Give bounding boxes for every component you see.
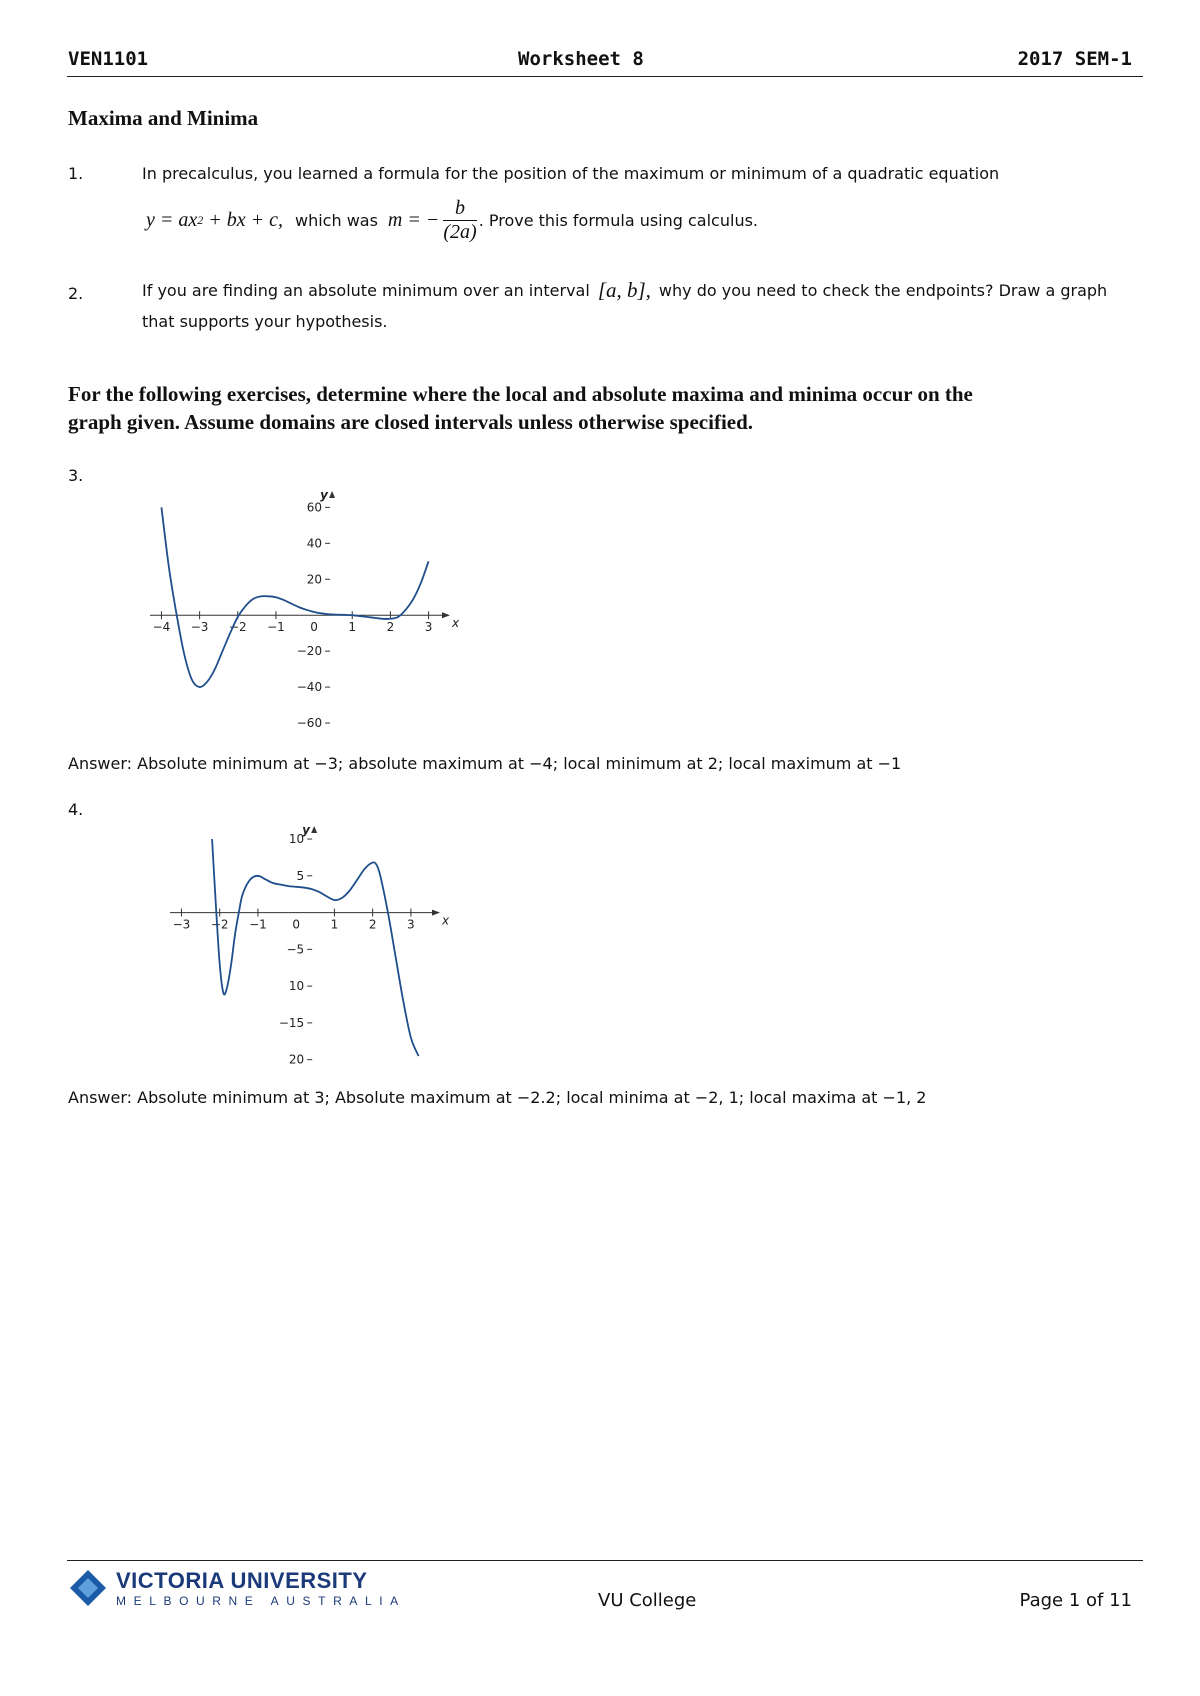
instructions-line2: graph given. Assume domains are closed intervals unless otherwise specified. <box>68 410 754 434</box>
q1-fraction <box>443 197 476 244</box>
y-tick-label: −40 <box>296 680 323 695</box>
q1-line1: In precalculus, you learned a formula for the position of the maximum or minimum of a quadratic equation <box>142 164 1000 183</box>
q3-number: 3. <box>68 466 84 485</box>
section-title: Maxima and Minima <box>68 106 259 130</box>
q1-m-eq: m = − <box>387 208 440 231</box>
x-tick-label: 0 <box>292 917 300 932</box>
x-tick-label: 2 <box>368 917 377 932</box>
logo-main-text: VICTORIA UNIVERSITY <box>116 1568 368 1593</box>
y-tick-label: 20 <box>288 1052 305 1067</box>
instructions-line1: For the following exercises, determine where the local and absolute maxima and minima occur on the <box>68 382 973 406</box>
y-tick-label: 10 <box>288 832 305 847</box>
course-code: VEN1101 <box>68 48 149 70</box>
logo-sub-text: MELBOURNE AUSTRALIA <box>116 1594 406 1608</box>
y-axis-label: y <box>320 488 328 502</box>
q2-text-a: If you are finding an absolute minimum over an interval <box>142 281 590 300</box>
q1-eq-sup: 2 <box>197 212 204 227</box>
x-tick-label: −1 <box>249 917 267 932</box>
y-tick-label: 60 <box>306 500 323 515</box>
q2-line2: that supports your hypothesis. <box>142 312 388 331</box>
y-tick-label: −15 <box>278 1015 305 1030</box>
x-axis-label: x <box>452 616 460 631</box>
x-axis-arrow-icon <box>442 612 450 618</box>
y-tick-label: 40 <box>306 536 323 551</box>
x-tick-label: 2 <box>386 620 395 635</box>
header-rule <box>67 76 1143 77</box>
x-tick-label: 1 <box>330 917 339 932</box>
x-tick-label: 3 <box>407 917 415 932</box>
worksheet-title: Worksheet 8 <box>518 48 644 70</box>
q2-text-b: why do you need to check the endpoints? Draw a graph <box>658 281 1108 300</box>
series-line <box>161 507 428 687</box>
x-tick-label: −1 <box>267 620 285 635</box>
x-tick-label: 1 <box>348 620 357 635</box>
q1-after: . Prove this formula using calculus. <box>478 210 758 230</box>
page-number: Page 1 of 11 <box>1019 1590 1132 1611</box>
y-tick-label: 10 <box>288 979 305 994</box>
q1-number: 1. <box>68 164 84 183</box>
x-axis-arrow-icon <box>432 910 440 916</box>
q1-eq-rest: + bx + c, <box>203 208 283 231</box>
y-axis-arrow-icon <box>329 491 335 498</box>
y-axis-arrow-icon <box>311 826 317 833</box>
y-tick-label: 5 <box>296 868 305 883</box>
q4-graph <box>160 820 450 1075</box>
x-tick-label: −2 <box>210 917 229 932</box>
q1-frac-den: (2a) <box>443 220 477 243</box>
q1-frac-num: b <box>443 197 476 221</box>
q3-answer: Answer: Absolute minimum at −3; absolute maximum at −4; local minimum at 2; local maximum at −1 <box>68 754 902 773</box>
footer-rule <box>67 1560 1143 1561</box>
q4-number: 4. <box>68 800 84 819</box>
x-tick-label: −3 <box>190 620 209 635</box>
x-tick-label: 3 <box>424 620 433 635</box>
y-tick-label: −5 <box>286 942 305 957</box>
x-axis-label: x <box>442 913 450 928</box>
q2-line1 <box>142 278 1107 303</box>
y-tick-label: 20 <box>306 572 323 587</box>
diamond-logo-icon <box>68 1568 108 1608</box>
q4-answer: Answer: Absolute minimum at 3; Absolute maximum at −2.2; local minima at −2, 1; local maxima at −1, 2 <box>68 1088 927 1107</box>
x-tick-label: −3 <box>172 917 191 932</box>
q2-interval: [a, b], <box>597 278 651 302</box>
q2-number: 2. <box>68 284 84 303</box>
y-axis-label: y <box>302 823 311 837</box>
series-line <box>212 839 418 1056</box>
q1-which-was: which was <box>295 210 378 230</box>
vu-logo <box>68 1568 406 1608</box>
footer-center: VU College <box>598 1590 697 1611</box>
y-tick-label: −60 <box>296 716 323 731</box>
q1-equation-line <box>146 190 758 250</box>
x-tick-label: −4 <box>152 620 171 635</box>
y-tick-label: −20 <box>296 644 323 659</box>
q3-graph <box>140 485 460 740</box>
x-tick-label: 0 <box>310 620 318 635</box>
x-tick-label: −2 <box>228 620 247 635</box>
q1-eq-lhs: y = ax <box>146 208 198 231</box>
term-label: 2017 SEM-1 <box>1017 48 1132 70</box>
